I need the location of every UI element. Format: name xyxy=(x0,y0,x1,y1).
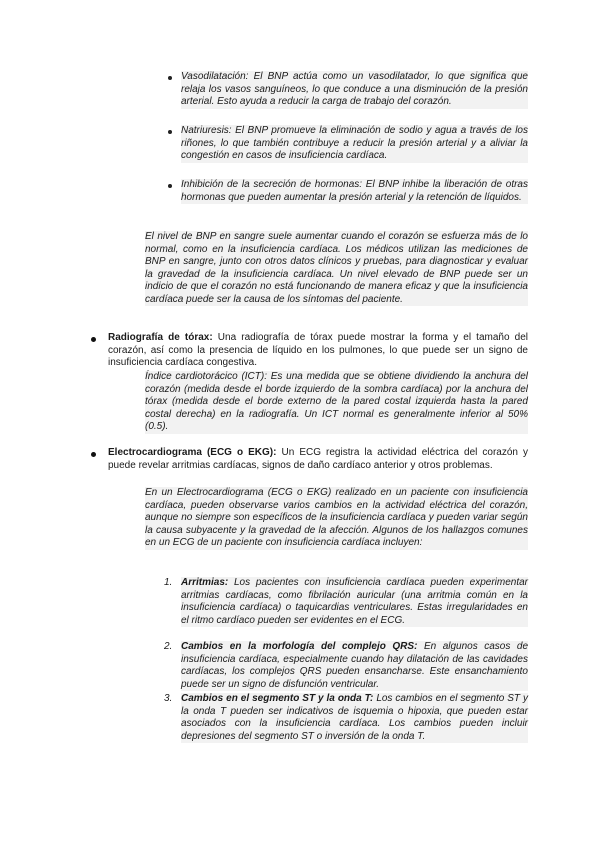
xray-ict-detail: Índice cardiotorácico (ICT): Es una medida que se obtiene dividiendo la anchura del corazón (medida desde el borde izquierdo de la sombra cardíaca) por la anchura del tórax (medida desde el borde externo de la pared costal izquierda hasta la pared costal derecha) en la radiografía. Un ICT normal es generalmente inferior al 50% (0.5). xyxy=(145,371,528,432)
bnp-effect-natriuresis: Natriuresis: El BNP promueve la eliminación de sodio y agua a través de los riñones, lo que también contribuye a reducir la presión arterial y a aliviar la congestión en casos de insuficiencia cardíaca. xyxy=(181,125,528,161)
xray-item xyxy=(108,332,528,370)
finding-text: Los cambios en el segmento ST y la onda T pueden ser indicativos de isquemia o hipoxia, que pueden estar asociados con la insuficiencia cardíaca. Los cambios pueden incluir depresiones del segmento ST o inversión de la onda T. xyxy=(181,693,528,742)
bnp-effect-vasodilatacion: Vasodilatación: El BNP actúa como un vasodilatador, lo que significa que relaja los vasos sanguíneos, lo que conduce a una disminución de la presión arterial. Esto ayuda a reducir la carga de trabajo del corazón. xyxy=(181,71,528,107)
finding-title: Arritmias: xyxy=(181,577,229,588)
bullet-icon xyxy=(91,452,96,457)
ecg-finding-arritmias xyxy=(181,577,528,627)
bullet-icon xyxy=(91,337,96,342)
bullet-icon xyxy=(168,184,172,188)
bullet-icon xyxy=(168,76,172,80)
ecg-detail-paragraph: En un Electrocardiograma (ECG o EKG) realizado en un paciente con insuficiencia cardíaca, pueden observarse varios cambios en la actividad eléctrica del corazón, aunque no siempre son específicos de la insuficiencia cardíaca y pueden variar según la causa subyacente y la gravedad de la afección. Algunos de los hallazgos comunes en un ECG de un paciente con insuficiencia cardíaca incluyen: xyxy=(145,487,528,548)
finding-text: Los pacientes con insuficiencia cardíaca pueden experimentar arritmias cardíacas, como fibrilación auricular (una arritmia común en la insuficiencia cardíaca) o taquicardias ventriculares. Estas irregularidades en el ritmo cardíaco pueden ser evidentes en el ECG. xyxy=(181,577,528,626)
finding-number: 2. xyxy=(164,641,173,652)
finding-title: Cambios en la morfología del complejo QRS: xyxy=(181,641,418,652)
xray-title: Radiografía de tórax: xyxy=(108,332,213,343)
finding-text: En algunos casos de insuficiencia cardíaca, especialmente cuando hay dilatación de las cavidades cardíacas, los complejos QRS pueden ensancharse. Este ensanchamiento puede ser un signo de disfunción ventricular. xyxy=(181,641,529,690)
ecg-finding-qrs xyxy=(181,641,528,691)
finding-title: Cambios en el segmento ST y la onda T: xyxy=(181,693,374,704)
bnp-effect-inhibicion-hormonas: Inhibición de la secreción de hormonas: El BNP inhibe la liberación de otras hormonas que pueden aumentar la presión arterial y la retención de líquidos. xyxy=(181,179,528,203)
ecg-item xyxy=(108,447,528,472)
finding-number: 1. xyxy=(164,577,173,588)
xray-text: Una radiografía de tórax puede mostrar la forma y el tamaño del corazón, así como la presencia de líquido en los pulmones, lo que puede ser un signo de insuficiencia cardíaca congestiva. xyxy=(108,332,528,368)
finding-number: 3. xyxy=(164,693,173,704)
bullet-icon xyxy=(168,130,172,134)
ecg-title: Electrocardiograma (ECG o EKG): xyxy=(108,447,277,458)
bnp-summary-paragraph: El nivel de BNP en sangre suele aumentar cuando el corazón se esfuerza más de lo normal, como en la insuficiencia cardíaca. Los médicos utilizan las mediciones de BNP en sangre, junto con otros datos clínicos y pruebas, para diagnosticar y evaluar la gravedad de la insuficiencia cardíaca. Un nivel elevado de BNP puede ser un indicio de que el corazón no está funcionando de manera eficaz y que la insuficiencia cardíaca puede ser la causa de los síntomas del paciente. xyxy=(145,231,528,305)
ecg-text: Un ECG registra la actividad eléctrica del corazón y puede revelar arritmias cardíacas, signos de daño cardíaco anterior y otros problemas. xyxy=(108,447,529,471)
ecg-finding-st-t xyxy=(181,693,528,743)
